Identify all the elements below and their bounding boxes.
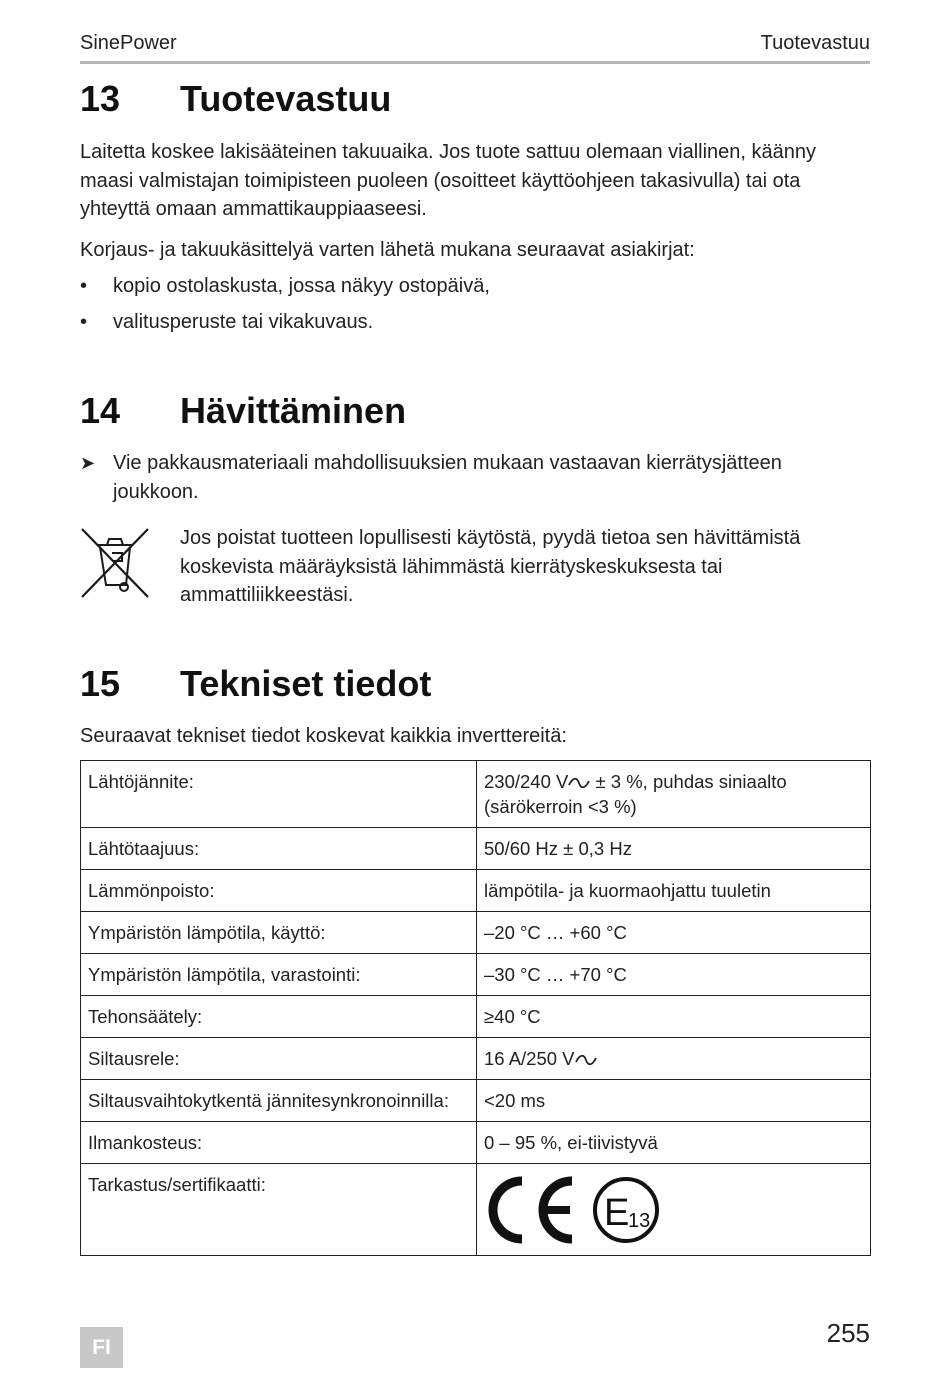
e-mark-number: 13 [628, 1210, 651, 1232]
technical-data-table [80, 760, 871, 1256]
crossed-out-wheelie-bin-icon [80, 527, 150, 601]
header-divider [80, 61, 870, 64]
ce-mark-icon [484, 1175, 580, 1245]
ac-sine-icon [575, 1054, 597, 1066]
spec-value: ≥40 °C [477, 996, 871, 1038]
spec-value: –30 °C … +70 °C [477, 954, 871, 996]
section-title: Hävittäminen [180, 390, 407, 431]
table-row [81, 1122, 871, 1164]
table-row [81, 870, 871, 912]
table-row [81, 996, 871, 1038]
list-item-text: kopio ostolaskusta, jossa näkyy ostopäivä, [113, 275, 490, 297]
documents-intro: Korjaus- ja takuukäsittelyä varten lähetä mukana seuraavat asiakirjat: [80, 239, 695, 261]
language-tab: FI [80, 1327, 123, 1368]
section-number: 15 [80, 663, 121, 704]
spec-label: Tehonsäätely: [81, 996, 477, 1038]
spec-label: Siltausvaihtokytkentä jännitesynkronoinnilla: [81, 1080, 477, 1122]
spec-label: Ilmankosteus: [81, 1122, 477, 1164]
spec-label: Ympäristön lämpötila, käyttö: [81, 912, 477, 954]
page-number: 255 [826, 1318, 870, 1348]
spec-value [477, 1038, 871, 1080]
disposal-note: Jos poistat tuotteen lopullisesti käytöstä, pyydä tietoa sen hävittämistä koskevista määräyksistä lähimmästä kierrätyskeskuksesta tai ammattiliikkeestäsi. [180, 527, 801, 606]
spec-value: lämpötila- ja kuormaohjattu tuuletin [477, 870, 871, 912]
ac-sine-icon [568, 777, 590, 789]
table-row [81, 954, 871, 996]
certification-marks [484, 1174, 863, 1246]
running-header [80, 32, 870, 60]
spec-label: Lähtöjännite: [81, 761, 477, 828]
table-row [81, 761, 871, 828]
spec-value: 0 – 95 %, ei-tiivistyvä [477, 1122, 871, 1164]
list-item-text: valitusperuste tai vikakuvaus. [113, 311, 374, 333]
table-row [81, 1164, 871, 1256]
section-number: 14 [80, 390, 121, 431]
spec-value: 50/60 Hz ± 0,3 Hz [477, 828, 871, 870]
section-number: 13 [80, 78, 121, 119]
spec-label: Lähtötaajuus: [81, 828, 477, 870]
spec-label: Siltausrele: [81, 1038, 477, 1080]
header-chapter-name: Tuotevastuu [760, 32, 870, 54]
bullet-mark: • [80, 311, 88, 333]
spec-value [477, 761, 871, 828]
instruction-text: Vie pakkausmateriaali mahdollisuuksien mukaan vastaavan kierrätysjätteen joukkoon. [113, 452, 782, 503]
spec-label: Tarkastus/sertifikaatti: [81, 1164, 477, 1256]
header-product-name: SinePower [80, 32, 177, 54]
specs-intro: Seuraavat tekniset tiedot koskevat kaikkia inverttereitä: [80, 725, 567, 747]
e-mark-letter: E [604, 1192, 630, 1234]
spec-value-relay: 16 A/250 V [484, 1048, 575, 1069]
spec-value-detail: ± 3 %, puhdas siniaalto (särökerroin <3 %) [484, 771, 787, 817]
section-title: Tuotevastuu [180, 78, 392, 119]
spec-label: Ympäristön lämpötila, varastointi: [81, 954, 477, 996]
bullet-mark: • [80, 275, 88, 297]
section-title: Tekniset tiedot [180, 663, 432, 704]
table-row [81, 828, 871, 870]
table-row [81, 1038, 871, 1080]
warranty-paragraph: Laitetta koskee lakisääteinen takuuaika. Jos tuote sattuu olemaan viallinen, käänny maasi valmistajan toimipisteen puoleen (osoitteet käyttöohjeen takasivulla) tai ota yhteyttä omaan ammattikauppiaaseesi. [80, 141, 817, 220]
spec-value: –20 °C … +60 °C [477, 912, 871, 954]
table-row [81, 1080, 871, 1122]
section-14-heading [80, 390, 870, 434]
spec-value: <20 ms [477, 1080, 871, 1122]
section-13-heading [80, 78, 870, 122]
table-row [81, 912, 871, 954]
spec-value [477, 1164, 871, 1256]
spec-label: Lämmönpoisto: [81, 870, 477, 912]
spec-value-voltage: 230/240 V [484, 771, 569, 792]
arrow-icon: ➤ [80, 453, 96, 473]
e13-approval-mark-icon [590, 1175, 662, 1245]
section-15-heading [80, 663, 870, 707]
